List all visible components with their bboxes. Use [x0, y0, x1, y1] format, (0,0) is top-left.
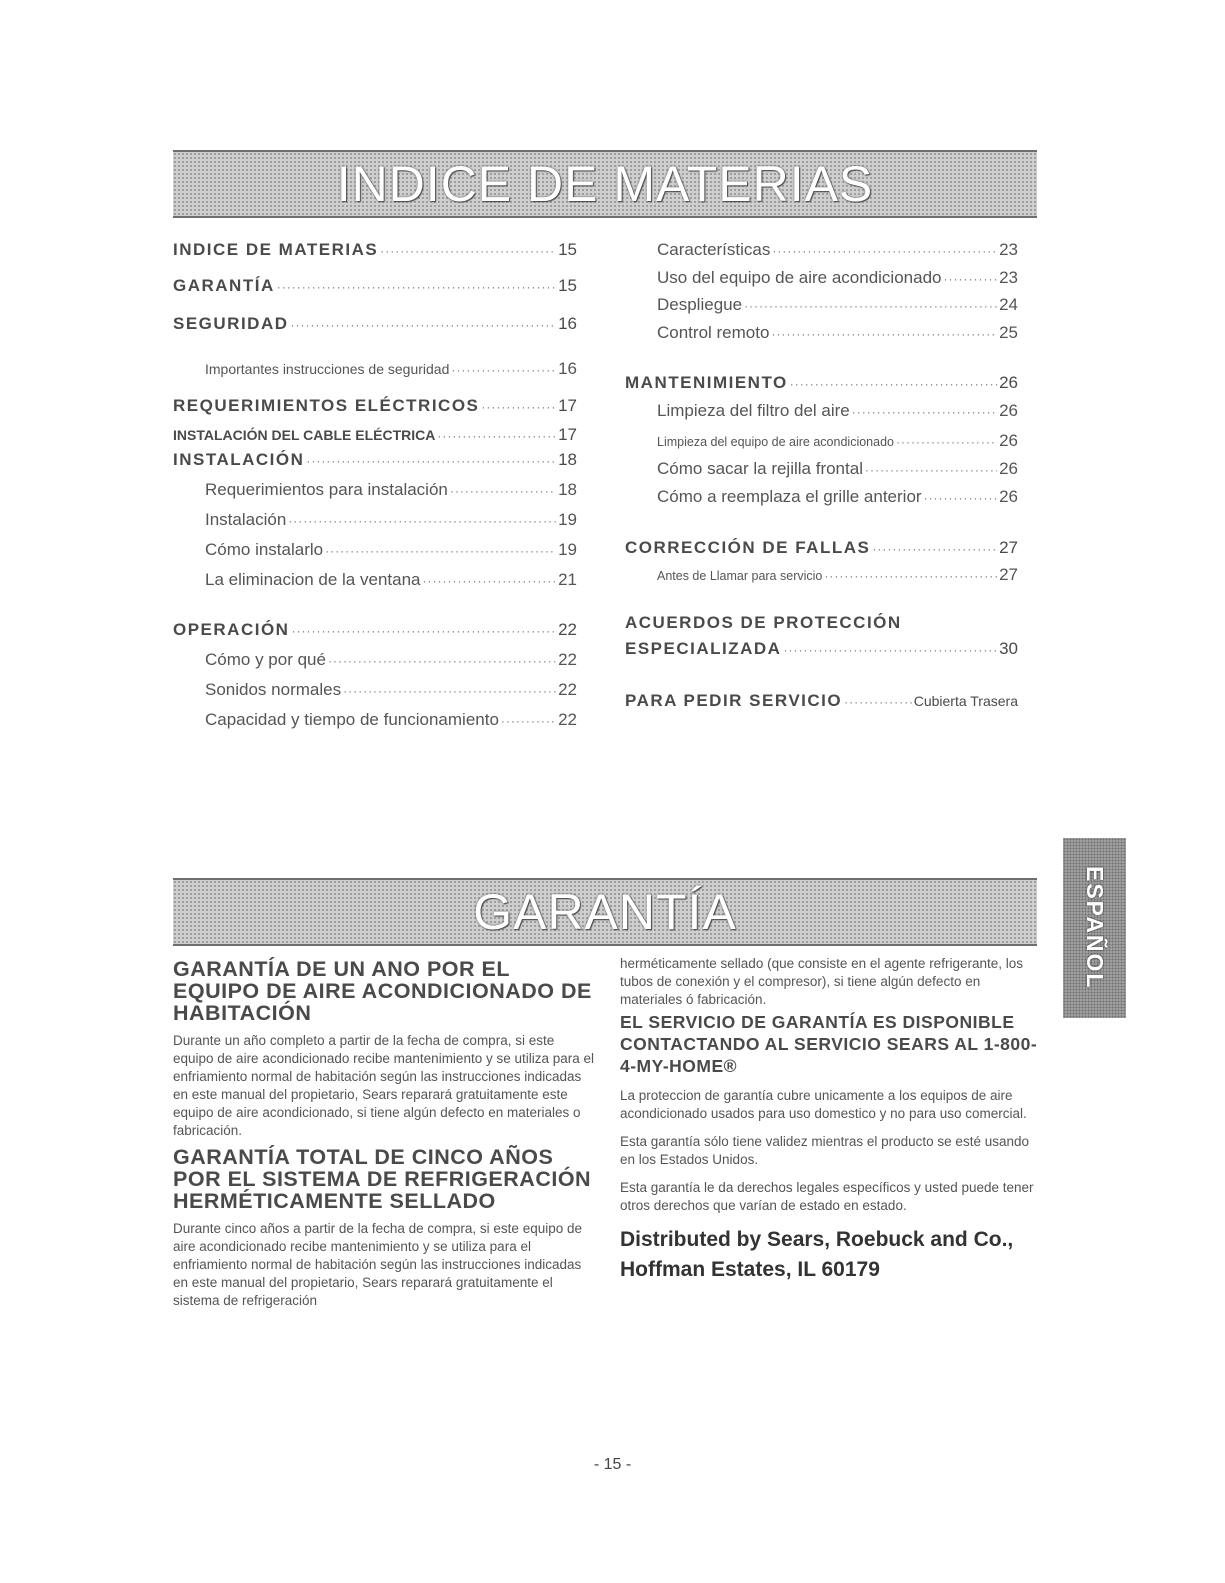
toc-entry — [173, 425, 577, 445]
warranty-one-year-heading: GARANTÍA DE UN ANO POR EL EQUIPO DE AIRE ACONDICIONADO DE HABITACIÓN — [173, 957, 592, 1025]
toc-entry-title: Cómo instalarlo — [205, 540, 324, 559]
toc-entry — [625, 295, 1018, 315]
toc-leader-dots — [872, 542, 997, 556]
toc-entry-title: MANTENIMIENTO — [625, 373, 788, 392]
toc-entry-page: 23 — [999, 268, 1018, 287]
toc-leader-dots — [790, 377, 997, 391]
toc-leader-dots — [306, 454, 556, 468]
warranty-coverage-text: La proteccion de garantía cubre unicamente a los equipos de aire acondicionado usados para uso domestico y no para uso comercial. — [620, 1088, 1027, 1121]
warranty-service-heading: EL SERVICIO DE GARANTÍA ES DISPONIBLE CONTACTANDO AL SERVICIO SEARS AL 1-800-4-MY-HOME® — [620, 1012, 1038, 1076]
toc-entry-title: La eliminacion de la ventana — [205, 570, 421, 589]
toc-entry-title: CORRECCIÓN DE FALLAS — [625, 538, 871, 557]
toc-entry-page: 25 — [999, 323, 1018, 342]
toc-leader-dots — [422, 574, 556, 588]
page-number: - 15 - — [593, 1456, 632, 1473]
toc-leader-dots — [481, 400, 556, 414]
toc-entry-page: 24 — [999, 295, 1018, 314]
toc-entry-page: 22 — [558, 710, 577, 729]
warranty-five-year-heading: GARANTÍA TOTAL DE CINCO AÑOS POR EL SISTEMA DE REFRIGERACIÓN HERMÉTICAMENTE SELLADO — [173, 1145, 592, 1213]
toc-entry-title: PARA PEDIR SERVICIO — [625, 691, 843, 710]
toc-entry-title: Cómo a reemplaza el grille anterior — [657, 487, 922, 506]
toc-entry — [173, 480, 577, 500]
toc-entry-title: Importantes instrucciones de seguridad — [205, 361, 450, 377]
toc-entry-title: Antes de Llamar para servicio — [657, 569, 823, 583]
toc-entry — [173, 314, 577, 334]
toc-entry-page: 19 — [558, 540, 577, 559]
toc-entry-page: 26 — [999, 373, 1018, 392]
toc-title: INDICE DE MATERIAS — [336, 156, 874, 212]
toc-entry-title: OPERACIÓN — [173, 620, 290, 639]
toc-entry-title: Limpieza del equipo de aire acondicionado — [657, 435, 894, 449]
toc-entry-title: INSTALACIÓN DEL CABLE ELÉCTRICA — [173, 427, 436, 443]
toc-leader-dots — [380, 244, 556, 258]
toc-entry — [173, 450, 577, 470]
toc-entry-page: 17 — [558, 425, 577, 444]
toc-entry — [173, 276, 577, 296]
toc-entry — [625, 323, 1018, 343]
toc-leader-dots — [865, 463, 997, 477]
toc-leader-dots — [451, 363, 556, 377]
warranty-validity-text: Esta garantía sólo tiene validez mientras el producto se esté usando en los Estados Unidos. — [620, 1134, 1029, 1167]
toc-entry-page: 16 — [558, 314, 577, 333]
toc-entry — [173, 396, 577, 416]
toc-entry-page: 15 — [558, 276, 577, 295]
toc-leader-dots — [288, 514, 556, 528]
warranty-one-year-text: Durante un año completo a partir de la fecha de compra, si este equipo de aire acondicionado recibe mantenimiento y se utiliza para el enfriamiento normal de habitación según las instrucciones indicadas en este manual del propietario, Sears reparará gratuitamente este equipo de aire acondicionado, si tiene algún defecto en materiales o fabricación. — [173, 1033, 595, 1138]
toc-entry-title: Características — [657, 240, 771, 259]
toc-leader-dots — [771, 327, 997, 341]
toc-entry-title: Requerimientos para instalación — [205, 480, 448, 499]
toc-entry — [625, 431, 1018, 451]
toc-leader-dots — [824, 569, 997, 583]
toc-entry-page: 23 — [999, 240, 1018, 259]
toc-leader-dots — [924, 491, 998, 505]
garantia-title: GARANTÍA — [473, 884, 737, 940]
toc-leader-dots — [772, 244, 997, 258]
toc-entry-page: 26 — [999, 401, 1018, 420]
toc-entry-title: Cómo y por qué — [205, 650, 326, 669]
toc-leader-dots — [328, 654, 556, 668]
toc-entry-page: 19 — [558, 510, 577, 529]
toc-entry — [173, 570, 577, 590]
toc-entry-page: 16 — [558, 359, 577, 378]
toc-entry — [173, 620, 577, 640]
toc-entry — [625, 565, 1018, 585]
garantia-right-column — [620, 955, 1045, 1285]
toc-entry-title: GARANTÍA — [173, 276, 275, 295]
warranty-sealed-system-text: herméticamente sellado (que consiste en el agente refrigerante, los tubos de conexión y el compresor), si tiene algún defecto en materiales ó fabricación. — [620, 956, 1023, 1007]
toc-entry — [625, 487, 1018, 507]
toc-entry-page: 26 — [999, 459, 1018, 478]
toc-entry-title: Instalación — [205, 510, 287, 529]
toc-leader-dots — [844, 695, 912, 709]
toc-entry — [625, 373, 1018, 393]
toc-entry-page: 22 — [558, 650, 577, 669]
garantia-title-banner — [173, 878, 1037, 946]
toc-entry — [625, 268, 1018, 288]
toc-leader-dots — [501, 714, 556, 728]
toc-entry-page: Cubierta Trasera — [913, 693, 1018, 709]
toc-leader-dots — [325, 544, 556, 558]
toc-entry-title: ACUERDOS DE PROTECCIÓN — [625, 613, 902, 632]
language-tab-label: ESPAÑOL — [1082, 866, 1108, 990]
toc-entry — [173, 650, 577, 670]
toc-leader-dots — [437, 429, 556, 443]
toc-entry-title: Despliegue — [657, 295, 743, 314]
garantia-left-column — [173, 958, 598, 1310]
toc-entry — [173, 510, 577, 530]
toc-entry — [625, 240, 1018, 260]
toc-entry — [173, 240, 577, 260]
toc-entry-page: 18 — [558, 450, 577, 469]
toc-entry-page: 30 — [999, 639, 1018, 658]
toc-entry-title: INSTALACIÓN — [173, 450, 305, 469]
warranty-five-year-text: Durante cinco años a partir de la fecha de compra, si este equipo de aire acondicionado recibe mantenimiento y se utiliza para el enfriamiento normal de habitación según las instrucciones indicadas en este manual del propietario, Sears reparará gratuitamente el sistema de refrigeración — [173, 1221, 582, 1308]
distributor-line-2: Hoffman Estates, IL 60179 — [620, 1258, 880, 1281]
toc-entry-title: ESPECIALIZADA — [625, 639, 782, 658]
toc-entry-title: Uso del equipo de aire acondicionado — [657, 268, 942, 287]
toc-leader-dots — [852, 405, 997, 419]
toc-entry-title: REQUERIMIENTOS ELÉCTRICOS — [173, 396, 480, 415]
toc-entry — [173, 680, 577, 700]
toc-entry-title: Control remoto — [657, 323, 770, 342]
toc-entry-page: 26 — [999, 431, 1018, 450]
toc-entry — [173, 710, 577, 730]
toc-leader-dots — [277, 280, 556, 294]
toc-leader-dots — [291, 624, 556, 638]
toc-entry — [625, 639, 1018, 659]
toc-entry-page: 26 — [999, 487, 1018, 506]
toc-entry — [625, 459, 1018, 479]
warranty-rights-text: Esta garantía le da derechos legales específicos y usted puede tener otros derechos que varían de estado en estado. — [620, 1180, 1034, 1213]
toc-title-banner — [173, 150, 1037, 218]
toc-entry-title: INDICE DE MATERIAS — [173, 240, 379, 259]
toc-leader-dots — [450, 484, 556, 498]
toc-leader-dots — [783, 643, 997, 657]
toc-entry-title: Cómo sacar la rejilla frontal — [657, 459, 863, 478]
toc-entry-title: Sonidos normales — [205, 680, 342, 699]
toc-entry — [625, 401, 1018, 421]
toc-entry-title: Capacidad y tiempo de funcionamiento — [205, 710, 499, 729]
toc-entry-title: Limpieza del filtro del aire — [657, 401, 850, 420]
toc-leader-dots — [343, 684, 556, 698]
toc-entry-title: SEGURIDAD — [173, 314, 289, 333]
toc-entry-page: 18 — [558, 480, 577, 499]
toc-entry-page: 17 — [558, 396, 577, 415]
toc-entry-page: 27 — [999, 538, 1018, 557]
toc-entry — [173, 359, 577, 379]
toc-entry-page: 21 — [558, 570, 577, 589]
toc-leader-dots — [943, 272, 997, 286]
toc-leader-dots — [744, 299, 997, 313]
language-side-tab — [1063, 838, 1126, 1018]
toc-entry-page: 27 — [999, 565, 1018, 584]
toc-leader-dots — [896, 435, 997, 449]
toc-entry-page: 15 — [558, 240, 577, 259]
toc-entry — [173, 540, 577, 560]
toc-entry — [625, 613, 1018, 633]
toc-entry-page: 22 — [558, 680, 577, 699]
toc-leader-dots — [291, 318, 557, 332]
toc-entry — [625, 691, 1018, 711]
distributor-line-1: Distributed by Sears, Roebuck and Co., — [620, 1228, 1014, 1251]
toc-entry-page: 22 — [558, 620, 577, 639]
toc-entry — [625, 538, 1018, 558]
